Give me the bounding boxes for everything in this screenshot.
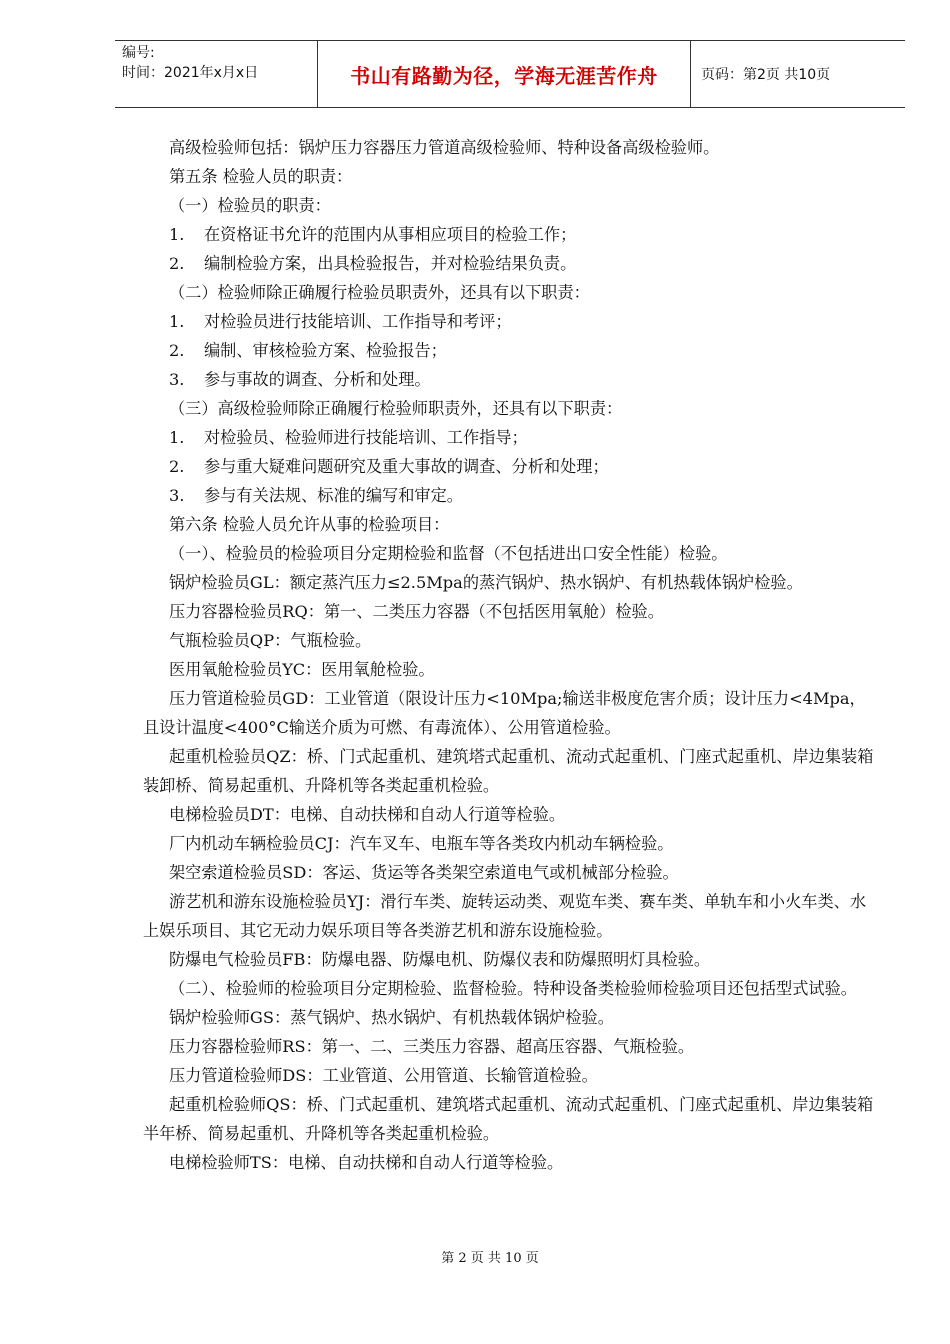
- paragraph: （二）、检验师的检验项目分定期检验、监督检验。特种设备类检验师检验项目还包括型式试验。: [169, 979, 857, 998]
- item-text: 参与重大疑难问题研究及重大事故的调查、分析和处理；: [204, 457, 609, 476]
- paragraph: 架空索道检验员SD：客运、货运等各类架空索道电气或机械部分检验。: [169, 863, 679, 882]
- item-text: 编制检验方案，出具检验报告，并对检验结果负责。: [204, 254, 577, 273]
- item-text: 在资格证书允许的范围内从事相应项目的检验工作；: [204, 225, 577, 244]
- paragraph: 起重机检验师QS：桥、门式起重机、建筑塔式起重机、流动式起重机、门座式起重机、岸边集装箱半年桥、简易起重机、升降机等各类起重机检验。: [143, 1095, 874, 1143]
- numbered-item: [143, 365, 878, 394]
- paragraph: 压力管道检验员GD：工业管道（限设计压力<10Mpa;输送非极度危害介质；设计压力<4Mpa，且设计温度<400°C输送介质为可燃、有毒流体）、公用管道检验。: [143, 689, 866, 737]
- paragraph: 防爆电气检验员FB：防爆电器、防爆电机、防爆仪表和防爆照明灯具检验。: [169, 950, 711, 969]
- paragraph: 厂内机动车辆检验员CJ：汽车叉车、电瓶车等各类玫内机动车辆检验。: [169, 834, 674, 853]
- item-text: 编制、审核检验方案、检验报告；: [204, 341, 447, 360]
- numbered-item: [143, 336, 878, 365]
- numbered-item: [143, 481, 878, 510]
- paragraph: 压力容器检验员RQ：第一、二类压力容器（不包括医用氧舱）检验。: [169, 602, 664, 621]
- header-page-number: 页码：第2页 共10页: [701, 67, 831, 83]
- item-text: 参与有关法规、标准的编写和审定。: [204, 486, 463, 505]
- paragraph: 医用氧舱检验员YC：医用氧舱检验。: [169, 660, 435, 679]
- paragraph: 游艺机和游东设施检验员YJ：滑行车类、旋转运动类、观览车类、赛车类、单轨车和小火车类、水上娱乐项目、其它无动力娱乐项目等各类游艺机和游东设施检验。: [143, 892, 867, 940]
- document-number: 编号:: [122, 45, 155, 61]
- item-number: 1.: [169, 225, 185, 244]
- paragraph: （一）、检验员的检验项目分定期检验和监督（不包括进出口安全性能）检验。: [169, 544, 728, 563]
- numbered-item: [143, 249, 878, 278]
- paragraph: 气瓶检验员QP：气瓶检验。: [169, 631, 372, 650]
- header-meta: [115, 41, 317, 107]
- page-header: [115, 40, 905, 108]
- paragraph: 电梯检验师TS：电梯、自动扶梯和自动人行道等检验。: [169, 1153, 564, 1172]
- item-text: 对检验员、检验师进行技能培训、工作指导；: [204, 428, 528, 447]
- paragraph: 压力容器检验师RS：第一、二、三类压力容器、超高压容器、气瓶检验。: [169, 1037, 695, 1056]
- numbered-item: [143, 423, 878, 452]
- document-body: [143, 133, 878, 1177]
- paragraph: （二）检验师除正确履行检验员职责外，还具有以下职责：: [169, 283, 590, 302]
- header-motto: 书山有路勤为径，学海无涯苦作舟: [317, 41, 691, 107]
- paragraph: 锅炉检验师GS：蒸气锅炉、热水锅炉、有机热载体锅炉检验。: [169, 1008, 614, 1027]
- paragraph: 起重机检验员QZ：桥、门式起重机、建筑塔式起重机、流动式起重机、门座式起重机、岸边集装箱装卸桥、简易起重机、升降机等各类起重机检验。: [143, 747, 874, 795]
- item-number: 2.: [169, 457, 185, 476]
- paragraph: 电梯检验员DT：电梯、自动扶梯和自动人行道等检验。: [169, 805, 566, 824]
- paragraph: 第六条 检验人员允许从事的检验项目：: [169, 515, 450, 534]
- page-footer: 第 2 页 共 10 页: [441, 1251, 539, 1266]
- paragraph: 第五条 检验人员的职责：: [169, 167, 353, 186]
- numbered-item: [143, 452, 878, 481]
- numbered-item: [143, 220, 878, 249]
- item-number: 2.: [169, 341, 185, 360]
- paragraph: （三）高级检验师除正确履行检验师职责外，还具有以下职责：: [169, 399, 623, 418]
- paragraph: （一）检验员的职责：: [169, 196, 331, 215]
- item-text: 参与事故的调查、分析和处理。: [204, 370, 431, 389]
- paragraph: 锅炉检验员GL：额定蒸汽压力≤2.5Mpa的蒸汽锅炉、热水锅炉、有机热载体锅炉检验。: [169, 573, 803, 592]
- item-number: 3.: [169, 370, 185, 389]
- numbered-item: [143, 307, 878, 336]
- paragraph: 压力管道检验师DS：工业管道、公用管道、长输管道检验。: [169, 1066, 598, 1085]
- item-number: 2.: [169, 254, 185, 273]
- item-text: 对检验员进行技能培训、工作指导和考评；: [204, 312, 512, 331]
- item-number: 1.: [169, 428, 185, 447]
- document-date: 时间：2021年x月x日: [122, 65, 259, 81]
- item-number: 1.: [169, 312, 185, 331]
- item-number: 3.: [169, 486, 185, 505]
- paragraph: 高级检验师包括：锅炉压力容器压力管道高级检验师、特种设备高级检验师。: [169, 138, 720, 157]
